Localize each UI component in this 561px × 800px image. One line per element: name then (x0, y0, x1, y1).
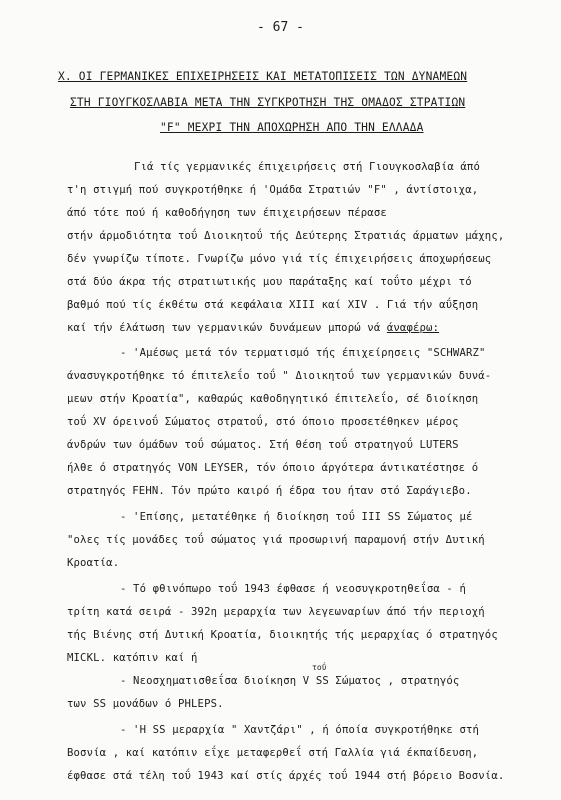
body-line: στρατηγός FEHN. Τόν πρώτο καιρό ή έδρα του ήταν στό Σαράγιεβο. (67, 485, 472, 497)
body-line: άνασυγκροτήθηκε τό έπιτελεΐο τοΰ " Διοικητοΰ των γερμανικών δυνά- (67, 370, 492, 382)
page-number: - 67 - (257, 20, 304, 35)
body-line: των SS μονάδων ό PHLEPS. (67, 698, 224, 710)
body-line: στά δύο άκρα τής στρατιωτικής μου παράταξης καί τοΰτο μέχρι τό (67, 276, 472, 288)
section-title-line-1: X. ΟΙ ΓΕΡΜΑΝΙΚΕΣ ΕΠΙΧΕΙΡΗΣΕΙΣ ΚΑΙ ΜΕΤΑΤΟΠΙΣΕΙΣ ΤΩΝ ΔΥΝΑΜΕΩΝ (58, 70, 468, 83)
underlined-word: άναφέρω: (386, 322, 440, 334)
body-line: τής Βιένης στή Δυτική Κροατία, διοικητής τής μεραρχίας ό στρατηγός (67, 629, 498, 641)
body-line: MICKL. κατόπιν καί ή (67, 652, 198, 664)
body-line: έφθασε στά τέλη τοΰ 1943 καί στίς άρχές τοΰ 1944 στή βόρειο Βοσνία. (67, 770, 505, 782)
body-line: Βοσνία , καί κατόπιν εΐχε μεταφερθεΐ στή Γαλλία γιά έκπαίδευση, (67, 747, 479, 759)
body-line: βαθμό πού τίς έκθέτω στά κεφάλαια XIII καί XIV . Γιά τήν αΰξηση (67, 299, 479, 311)
body-line-text: καί τήν έλάτωση των γερμανικών δυνάμεων μπορώ νά (67, 322, 381, 334)
body-line: - Τό φθινόπωρο τοΰ 1943 έφθασε ή νεοσυγκροτηθεΐσα - ή (120, 583, 466, 595)
body-line: - 'Αμέσως μετά τόν τερματισμό τής έπιχείρησεις "SCHWARZ" (120, 347, 486, 359)
body-line: άπό τότε πού ή καθοδήγηση των έπιχειρήσεων πέρασε (67, 207, 387, 219)
body-line: άνδρών των όμάδων τοΰ σώματος. Στή θέση τοΰ στρατηγοΰ LUTERS (67, 439, 459, 451)
handwritten-insert: τοΰ (312, 663, 327, 672)
section-title-line-2: ΣΤΗ ΓΙΟΥΓΚΟΣΛΑΒΙΑ ΜΕΤΑ ΤΗΝ ΣΥΓΚΡΟΤΗΣΗ ΤΗΣ ΟΜΑΔΟΣ ΣΤΡΑΤΙΩΝ (70, 96, 466, 109)
body-line: - 'Επίσης, μετατέθηκε ή διοίκηση τοΰ III SS Σώματος μέ (120, 511, 473, 523)
body-line: Γιά τίς γερμανικές έπιχειρήσεις στή Γιουγκοσλαβία άπό (134, 161, 480, 173)
body-line: "ολες τίς μονάδες τοΰ σώματος γιά προσωρινή παραμονή στήν Δυτική (67, 534, 485, 546)
body-line: ήλθε ό στρατηγός VON LEYSER, τόν όποιο άργότερα άντικατέστησε ό (67, 462, 479, 474)
body-line: - 'Η SS μεραρχία " Χαντζάρι" , ή όποία συγκροτήθηκε στή (120, 724, 480, 736)
section-title-line-3: "F" ΜΕΧΡΙ ΤΗΝ ΑΠΟΧΩΡΗΣΗ ΑΠΟ ΤΗΝ ΕΛΛΑΔΑ (160, 121, 424, 134)
body-line: - Νεοσχηματισθεΐσα διοίκηση V SS Σώματος , στρατηγός (120, 675, 460, 687)
body-line: τ'η στιγμή πού συγκροτήθηκε ή 'Ομάδα Στρατιών "F" , άντίστοιχα, (67, 184, 479, 196)
body-line: Κροατία. (67, 557, 120, 569)
body-line (67, 322, 439, 334)
body-line: τρίτη κατά σειρά - 392η μεραρχία των λεγεωναρίων άπό τήν περιοχή (67, 606, 485, 618)
body-line: δέν γνωρίζω τίποτε. Γνωρίζω μόνο γιά τίς έπιχειρήσεις άποχωρήσεως (67, 253, 492, 265)
body-line: τοΰ XV όρεινοΰ Σώματος στρατοΰ, στό όποιο προσετέθηκεν μέρος (67, 416, 459, 428)
body-line: μεων στήν Κροατία", καθαρώς καθοδηγητικό έπιτελεΐο, σέ διοίκηση (67, 393, 479, 405)
body-line: στήν άρμοδιότητα τοΰ Διοικητοΰ τής Δεύτερης Στρατιάς άρματων μάχης, (67, 230, 505, 242)
